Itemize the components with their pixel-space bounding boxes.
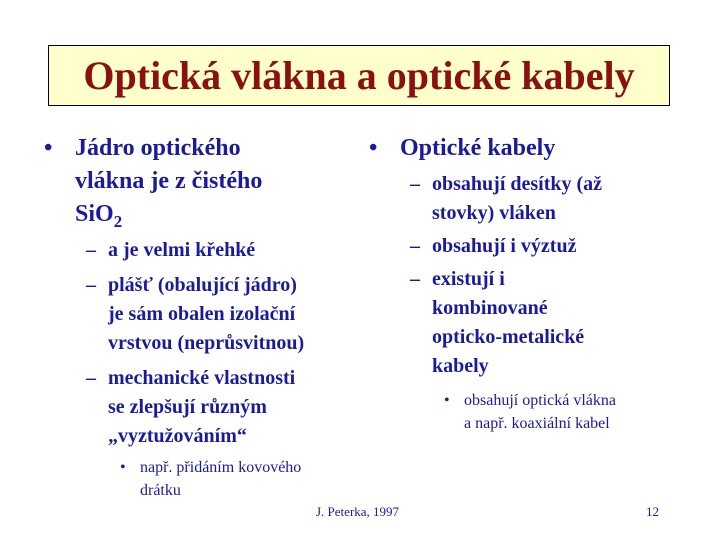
subscript-two: 2 — [113, 211, 123, 231]
left-subsub-list — [120, 456, 360, 502]
left-sub-item-2 — [86, 271, 366, 358]
right-sub-item-3-line-3: opticko-metalické — [432, 326, 585, 348]
dot-mark: • — [444, 392, 450, 409]
dash-mark: – — [410, 173, 420, 195]
right-sub-item-2 — [410, 232, 690, 261]
dash-mark: – — [86, 274, 96, 296]
right-subsub-line-1: obsahují optická vlákna — [464, 392, 616, 409]
left-sub-item-2-line-2: je sám obalen izolační — [108, 303, 296, 325]
left-sub-item-2-line-3: vrstvou (neprůsvitnou) — [108, 332, 305, 354]
dash-mark: – — [86, 367, 96, 389]
slide-title: Optická vlákna a optické kabely — [83, 52, 635, 98]
left-subsub-item — [120, 456, 360, 502]
right-subsub-line-2: a např. koaxiální kabel — [464, 415, 610, 432]
left-bullet — [44, 132, 354, 231]
slide-title-box — [48, 45, 670, 106]
right-sub-item-3-line-2: kombinované — [432, 297, 548, 319]
right-sub-item-3-line-4: kabely — [432, 355, 489, 377]
sio-text: SiO — [75, 201, 114, 227]
left-bullet-line-1: Jádro optického — [75, 135, 241, 161]
right-sub-item-3 — [410, 265, 690, 381]
left-subsub-line-1: např. přidáním kovového — [140, 459, 302, 476]
right-sub-item-1-line-1: obsahují desítky (až — [432, 173, 603, 195]
dash-mark: – — [86, 239, 96, 261]
dot-mark: • — [120, 459, 126, 476]
left-sub-item-3-line-3: „vyztužováním“ — [108, 425, 247, 447]
right-sub-item-2-line-1: obsahují i výztuž — [432, 235, 577, 257]
right-bullet-text: Optické kabely — [400, 135, 556, 161]
right-subsub-list — [444, 389, 704, 435]
dash-mark: – — [410, 235, 420, 257]
page-number: 12 — [646, 504, 659, 519]
bullet-mark: • — [44, 135, 53, 161]
left-column — [44, 132, 354, 231]
right-subsub-item — [444, 389, 704, 435]
bullet-mark: • — [369, 135, 378, 161]
right-sub-item-1-line-2: stovky) vláken — [432, 202, 556, 224]
dash-mark: – — [410, 268, 420, 290]
left-bullet-line-2: vlákna je z čistého — [75, 168, 263, 194]
right-bullet — [369, 132, 669, 165]
right-sub-item-1 — [410, 170, 690, 228]
left-subsub-line-2: drátku — [140, 482, 181, 499]
right-column — [369, 132, 669, 165]
right-sub-list — [410, 170, 690, 381]
left-sub-item-1 — [86, 236, 366, 265]
left-sub-item-3-line-2: se zlepšují různým — [108, 396, 267, 418]
left-sub-item-3 — [86, 364, 366, 451]
footer-author: J. Peterka, 1997 — [316, 504, 400, 519]
right-sub-item-3-line-1: existují i — [432, 268, 505, 290]
left-bullet-line-3 — [75, 198, 354, 231]
left-sub-item-2-line-1: plášť (obalující jádro) — [108, 274, 297, 296]
left-sub-item-3-line-1: mechanické vlastnosti — [108, 367, 296, 389]
left-sub-list — [86, 236, 366, 451]
left-sub-item-1-line-1: a je velmi křehké — [108, 239, 256, 261]
